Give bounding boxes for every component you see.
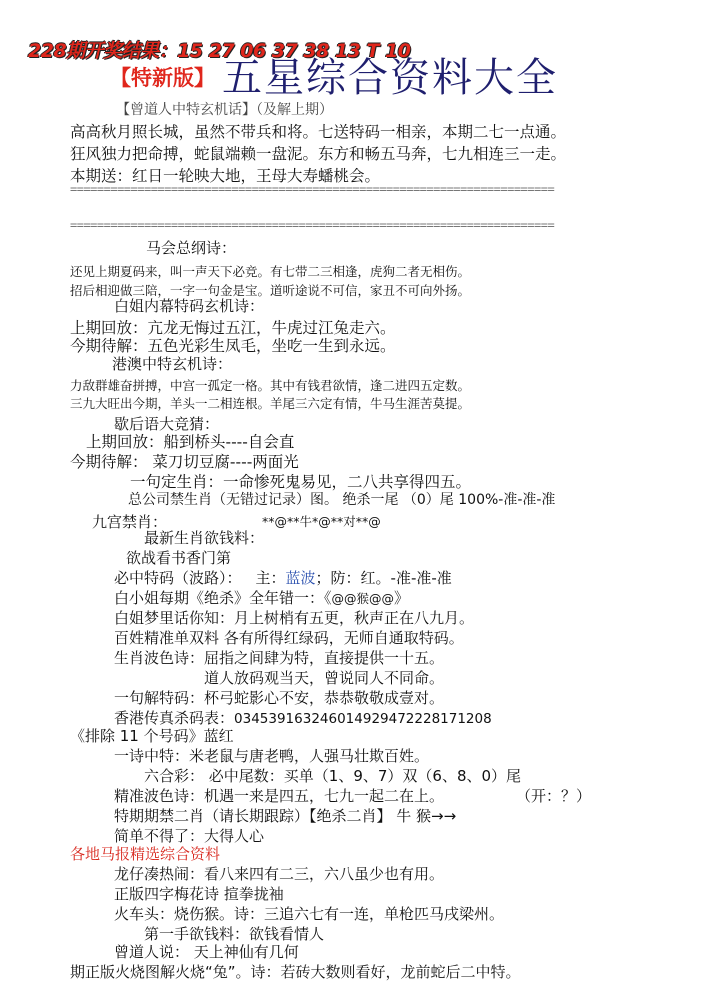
zonggongsi-line: 总公司禁生肖（无错过记录）图。 绝杀一尾 （0）尾 100%-准-准-准 <box>128 492 556 508</box>
daoren-line: 道人放码观当天，曾说同人不同命。 <box>204 669 445 687</box>
gedi-line-3: 火车头：烧伤猴。诗：三追六七有一连，单枪匹马戌梁州。 <box>114 905 505 923</box>
yishi-line: 一诗中特：米老鼠与唐老鸭，人强马壮欺百姓。 <box>114 747 430 765</box>
mahui-line-2: 招后相迎做三陪，一字一句金是宝。道听途说不可信，家丑不可向外扬。 <box>70 283 471 298</box>
gedi-line-1: 龙仔凑热闹：看八来四有二三，六八虽少也有用。 <box>114 865 445 883</box>
bxj-label: 白小姐每期《绝杀》全年错一：《 <box>114 589 332 607</box>
xianggang-value: 034539163246014929472228171208 <box>234 711 492 727</box>
separator-2: ======================================================================== <box>70 218 555 232</box>
jiugong-value: **@**牛*@**对**@ <box>262 514 381 529</box>
zuixin-value: 欲战看书香门第 <box>126 549 232 567</box>
baijie-heading: 白姐内幕特码玄机诗： <box>114 297 265 315</box>
baijie-last: 上期回放：亢龙无悔过五江，牛虎过江兔走六。 <box>70 319 396 337</box>
kai-note: （开：？） <box>516 787 592 805</box>
gedi-line-4: 第一手欲钱料：欲钱看情人 <box>144 925 325 943</box>
baixing-line: 百姓精准单双料 各有所得红绿码，无师自通取特码。 <box>114 629 464 647</box>
bizhong-label: 必中特码（波路）： <box>114 569 242 587</box>
page-title: 五星综合资料大全 <box>222 55 558 101</box>
baijie-now: 今期待解：五色光彩生凤毛，坐吃一生到永远。 <box>70 337 396 355</box>
separator-1: ======================================================================== <box>70 182 555 196</box>
bxj-value: @@猴@@ <box>331 591 395 606</box>
zuixin-heading: 最新生肖欲钱料： <box>144 529 265 547</box>
bxj-line <box>114 588 409 609</box>
zengdao-line-2: 狂风独力把命搏，蛇鼠端赖一盘泥。东方和畅五马奔，七九相连三一走。 <box>70 145 567 163</box>
mengli-line: 白姐梦里话你知：月上树梢有五更，秋声正在八九月。 <box>114 609 475 627</box>
edition-tag: 【特新版】 <box>110 66 215 90</box>
mahui-line-1: 还见上期夏码来，叫一声天下必竞。有七带二三相逢，虎狗二者无相伤。 <box>70 264 471 279</box>
bizhong-main: 蓝波 <box>285 569 316 587</box>
gedi-line-6: 期正版火烧图解火烧“兔”。诗：若砖大数则看好，龙前蛇后二中特。 <box>70 963 521 981</box>
bizhong-line <box>114 568 452 588</box>
mahui-heading: 马会总纲诗： <box>146 239 237 257</box>
gedi-heading: 各地马报精选综合资料 <box>70 845 221 863</box>
gedi-line-5: 曾道人说： 天上神仙有几何 <box>114 943 299 961</box>
gangao-line-2: 三九大旺出今期，羊头一二相连根。羊尾三六定有情，牛马生涯苦莫提。 <box>70 396 471 411</box>
yiju-shengxiao: 一句定生肖：一命惨死鬼易见，二八共享得四五。 <box>130 473 472 491</box>
zengdao-heading: 【曾道人中特玄机话】（及解上期） <box>116 102 333 118</box>
paichu-line: 《排除 11 个号码》蓝红 <box>70 727 234 745</box>
gedi-line-2: 正版四字梅花诗 揎拳拢袖 <box>114 885 284 903</box>
zengdao-line-3: 本期送：红日一轮映大地，王母大寿蟠桃会。 <box>70 167 381 185</box>
yijujie-line: 一句解特码：杯弓蛇影心不安，恭恭敬敬成壹对。 <box>114 689 445 707</box>
bizhong-main-label: 主： <box>255 569 286 587</box>
draw-result-banner: 228期开奖结果：15 27 06 37 38 13 T 10 <box>28 40 411 62</box>
zengdao-line-1: 高高秋月照长城，虽然不带兵和将。七送特码一相亲，本期二七一点通。 <box>70 123 567 141</box>
xianggang-label: 香港传真杀码表： <box>114 709 235 727</box>
bxj-end: 》 <box>394 589 410 607</box>
bizhong-rest: ；防：红。-准-准-准 <box>315 569 452 587</box>
liuhe-line: 六合彩： 必中尾数：买单（1、9、7）双（6、8、0）尾 <box>144 767 522 785</box>
xiehouyu-now: 今期待解： 菜刀切豆腐----两面光 <box>70 453 299 471</box>
jingzhun-line: 精准波色诗：机遇一来是四五，七九一起二在上。 <box>114 787 445 805</box>
jiandan-line: 简单不得了：大得人心 <box>114 827 265 845</box>
xiehouyu-heading: 歇后语大竞猜： <box>114 415 220 433</box>
shengxiao-bose-line: 生肖波色诗：屈指之间肆为特，直接提供一十五。 <box>114 649 445 667</box>
techang-line: 特期期禁二肖（请长期跟踪）【绝杀二肖】 牛 猴→→ <box>114 807 457 825</box>
gangao-line-1: 力敌群雄奋拼搏，中宫一孤定一格。其中有钱君欲情，逢二进四五定数。 <box>70 378 471 393</box>
jiugong-label: 九宫禁肖： <box>92 513 168 531</box>
gangao-heading: 港澳中特玄机诗： <box>112 355 233 373</box>
xiehouyu-last: 上期回放：船到桥头----自会直 <box>86 433 295 451</box>
